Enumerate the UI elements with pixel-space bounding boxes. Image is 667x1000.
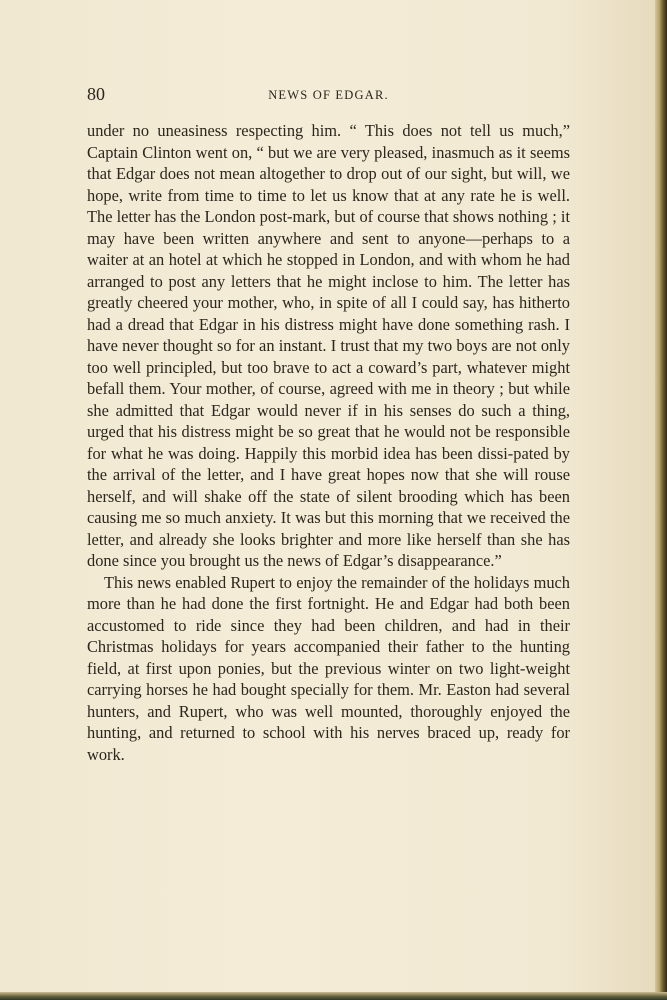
- page-number: 80: [87, 84, 105, 104]
- body-text: [87, 120, 570, 765]
- page-header: [87, 84, 570, 108]
- page-edge-shadow: [655, 0, 667, 1000]
- paragraph: This news enabled Rupert to enjoy the remainder of the holidays much more than he had done the first fortnight. He and Edgar had both been accustomed to ride since they had been children, and had in their Christmas holidays for years accompanied their father to the hunting field, at first upon ponies, but the previous winter on two light-weight carrying horses he had bought specially for them. Mr. Easton had several hunters, and Rupert, who was well mounted, thoroughly enjoyed the hunting, and returned to school with his nerves braced up, ready for work.: [87, 572, 570, 764]
- paragraph: under no uneasiness respecting him. “ This does not tell us much,” Captain Clinton went on, “ but we are very pleased, inasmuch as it seems that Edgar does not mean altogether to drop out of our sight, but will, we hope, write from time to time to let us know that at any rate he is well. The letter has the London post-mark, but of course that shows nothing ; it may have been written anywhere and sent to anyone—perhaps to a waiter at an hotel at which he stopped in London, and with whom he had arranged to post any letters that he might inclose to him. The letter has greatly cheered your mother, who, in spite of all I could say, has hitherto had a dread that Edgar in his distress might have done something rash. I have never thought so for an instant. I trust that my two boys are not only too well principled, but too brave to act a coward’s part, whatever might befall them. Your mother, of course, agreed with me in theory ; but while she admitted that Edgar would never if in his senses do such a thing, urged that his distress might be so great that he would not be responsible for what he was doing. Happily this morbid idea has been dissi-pated by the arrival of the letter, and I have great hopes now that she will rouse herself, and will shake off the state of silent brooding which has been causing me so much anxiety. It was but this morning that we received the letter, and already she looks brighter and more like herself than she has done since you brought us the news of Edgar’s disappearance.”: [87, 121, 570, 570]
- running-head: NEWS OF EDGAR.: [268, 88, 389, 102]
- page-bottom-edge: [0, 992, 667, 1000]
